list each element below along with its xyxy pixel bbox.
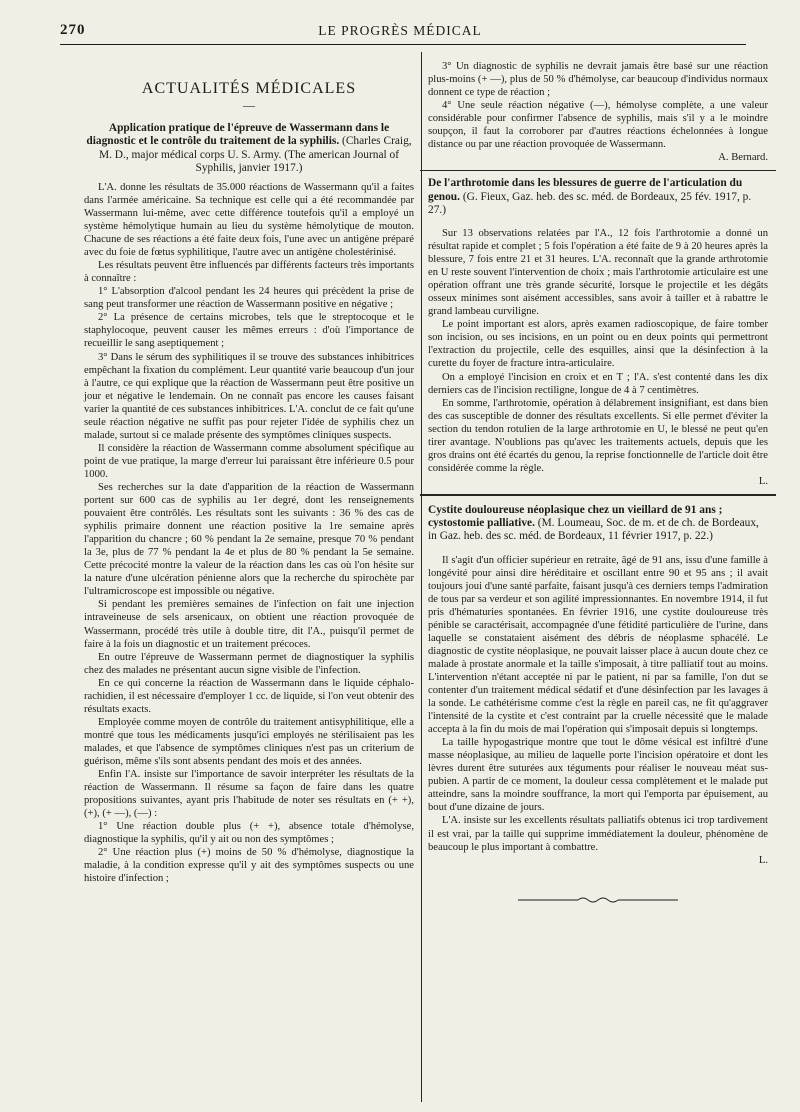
paragraph: 2° Une réaction plus (+) moins de 50 % d'hémolyse, diagnostique la maladie, à la condition expresse qu'il y ait des symptômes suspects ou une histoire d'infection ; [84,847,414,885]
paragraph: La taille hypogastrique montre que tout le dôme vésical est infiltré d'une masse néoplasique, au milieu de laquelle porte l'incision opératoire et dont les lèvres durent être suturées aux téguments pour réaliser le nouveau méat sus-pubien. A partir de ce moment, la douleur cessa complètement et le malade put atteindre, sans la moindre souffrance, la mort qui l'emporta par épuisement, au bout d'une dizaine de jours. [428,737,768,814]
article-2-heading [428,177,768,217]
paragraph: L'A. donne les résultats de 35.000 réactions de Wassermann qu'il a faites dans l'armée américaine. Sa technique est celle qui a été recommandée par Wassermann lui-même, avec cette différence toutefois qu'il a employé un système hémolytique humain au lieu du système hémolytique de mouton. Chacune de ses réactions a été faite deux fois, l'une avec un antigène préparé avec du foie de fœtus syphilitique, l'autre avec un antigène cholestérinisé. [84,181,414,259]
section-dash: — [243,98,255,113]
paragraph: En ce qui concerne la réaction de Wassermann dans le liquide céphalo-rachidien, il est nécessaire d'employer 1 cc. de liquide, si l'on veut obtenir des résultats exacts. [84,677,414,715]
paragraph: Si pendant les premières semaines de l'infection on fait une injection intraveineuse de sels arsenicaux, on obtient une réaction provoquée de Wassermann, procédé très utile à double titre, dit l'A., puisqu'il permet de faire à la fois un diagnostic et un traitement précoces. [84,599,414,650]
article-1-title: Application pratique de l'épreuve de Wassermann dans le diagnostic et le contrôle du traitement de la syphilis. [86,122,390,148]
article-1-reference: (Charles Craig, M. D., major médical corps U. S. Army. (The american Journal of Syphilis, janvier 1917.) [98,135,412,174]
signature-l: L. [758,854,768,866]
right-column [428,60,768,908]
article-3-heading [428,504,768,544]
signature-l: L. [758,475,768,487]
section-title: ACTUALITÉS MÉDICALES [141,80,357,97]
article-3-title: Cystite douloureuse néoplasique chez un vieillard de 91 ans ; cystostomie palliative. [428,503,723,530]
paragraph: On a employé l'incision en croix et en T ; l'A. s'est contenté dans les dix derniers cas de l'incision rectiligne, longue de 4 à 7 centimètres. [428,371,768,396]
article-1-heading [84,122,414,175]
paragraph: 3° Un diagnostic de syphilis ne devrait jamais être basé sur une réaction plus-moins (+ —), plus de 50 % d'hémolyse, car beaucoup d'individus normaux donnent ce type de réaction ; [428,61,768,99]
paragraph: 3° Dans le sérum des syphilitiques il se trouve des substances inhibitrices empêchant la fixation du complément. Leur quantité varie beaucoup d'un jour à l'autre, ce qui explique que la réaction de Wassermann peut être positive un jour et négative le lendemain. On ne connaît pas encore les causes faisant varier la quantité de ces substances inhibitrices. L'A. conclut de ce fait qu'une seule réaction négative ne suffit pas pour rejeter l'idée de syphilis chez un malade, surtout si ce malade présente des symptômes cliniques suspects. [84,351,414,441]
tail-ornament-icon [518,895,678,905]
paragraph: L'A. insiste sur les excellents résultats palliatifs obtenus ici trop tardivement il est vrai, par la taille qui supprime immédiatement la douleur, phénomène de beaucoup le plus important à combattre. [428,815,768,853]
paragraph: En somme, l'arthrotomie, opération à délabrement insignifiant, est dans bien des cas susceptible de donner des résultats excellents. Si elle permet d'éviter la section du tendon rotulien de la large arthrotomie en U, le blessé ne peut qu'en tirer avantage. N'oublions pas qu'avec les traitements actuels, depuis que les gros drains ont été écartés du genou, la reprise fonctionnelle de l'article doit être considérée comme la règle. [428,397,768,474]
paragraph: Il considère la réaction de Wassermann comme absolument spécifique au point de vue pratique, la marge d'erreur lui paraissant être inférieure 0.5 pour 1000. [84,442,414,480]
signature-bernard: A. Bernard. [718,152,768,164]
article-2-title: De l'arthrotomie dans les blessures de guerre de l'articulation du genou. [428,177,743,203]
paragraph: 1° L'absorption d'alcool pendant les 24 heures qui précèdent la prise de sang peut transformer une réaction de Wassermann positive en négative ; [84,286,414,311]
paragraph: 4° Une seule réaction négative (—), hémolyse complète, a une valeur considérable pour confirmer l'absence de syphilis, mais s'il y a le moindre soupçon, il faut la corroborer par d'autres réactions échelonnées à longue distance ou par une réaction provoquée de Wassermann. [428,100,768,151]
paragraph: Sur 13 observations relatées par l'A., 12 fois l'arthrotomie a donné un résultat rapide et complet ; 5 fois l'opération a été faite de 9 à 20 heures après la blessure, 7 fois entre 21 et 31 heures. L'A. reconnaît que la grande arthrotomie en U reste souvent l'intervention de choix ; mais l'arthrotomie articulaire est une opération offrant une très grande sécurité, lorsque le projectile et les dégâts osseux minimes sont aisément accessibles, sans avoir à tailler et à rabattre le grand lambeau curviligne. [428,227,768,318]
paragraph: 2° La présence de certains microbes, tels que le streptocoque et le staphylocoque, peuvent causer les mêmes erreurs : d'où l'importance de recueillir le sang aseptiquement ; [84,312,414,350]
article-3-reference: (M. Loumeau, Soc. de m. et de ch. de Bordeaux, in Gaz. heb. des sc. méd. de Bordeaux, 11 février 1917, p. 22.) [428,517,759,543]
paragraph: Le point important est alors, après examen radioscopique, de faire tomber son incision, ou ses incisions, en un point ou en deux points qui permettront l'extraction du projectile, celle des esquilles, ainsi que la désinfection à la curette du foyer de fracture intra-articulaire. [428,319,768,370]
paragraph: En outre l'épreuve de Wassermann permet de diagnostiquer la syphilis chez des malades ne présentant aucun signe visible de l'infection. [84,651,414,676]
page-number: 270 [60,22,86,38]
journal-title: LE PROGRÈS MÉDICAL [318,23,482,38]
end-ornament [428,895,768,908]
header-rule [60,44,746,45]
paragraph: Employée comme moyen de contrôle du traitement antisyphilitique, elle a montré que tous les médicaments jusqu'ici employés ne stérilisaient pas les malades, et que l'absence de symptômes cliniques n'est pas un criterium de guérison, même s'ils sont absents pendant des mois et des années. [84,716,414,767]
article-divider [420,170,776,171]
article-2-reference: (G. Fieux, Gaz. heb. des sc. méd. de Bordeaux, 25 fév. 1917, p. 27.) [428,190,752,216]
paragraph: Ses recherches sur la date d'apparition de la réaction de Wassermann portent sur 600 cas de syphilis au 1er degré, dont les renseignements pouvaient être contrôlés. Les résultats sont les suivants : 36 % des cas de syphilis primaire donnent une réaction positive la 1re semaine après l'apparition du chancre ; 60 % pendant la 2e semaine, presque 70 % pendant la 3e, plus de 77 % pendant la 4e et plus de 80 % pendant la 5e semaine. Cette précocité montre la valeur de la réaction dans les cas où l'on hésite sur la nature d'une ulcération pénienne alors que la recherche du spirochète par l'ultramicroscope est impossible ou négative. [84,481,414,598]
running-header [0,22,800,44]
paragraph: Les résultats peuvent être influencés par différents facteurs très importants à connaître : [84,260,414,285]
left-column [84,60,414,885]
paragraph: Il s'agit d'un officier supérieur en retraite, âgé de 91 ans, issu d'une famille à longévité pour ainsi dire héréditaire et oscillant entre 90 et 95 ans ; il avait toujours joui d'une santé parfaite, faisant jusqu'à ces derniers temps l'admiration de tous par sa verdeur et son agilité impressionnantes. En novembre 1914, il fut pris d'hématuries spontanées. En février 1916, une cystite douloureuse très pénible se caractérisait, accompagnée d'une fétidité particulière de l'urine, dans laquelle se constataient aisément des débris de néoplasme sphacélé. Le diagnostic de cystite néoplasique, ne pouvait laisser place à aucun doute chez ce malade à prostate anormale et la taille s'imposait, à titre palliatif tout au moins. L'intervention n'étant acceptée ni par le patient, ni par sa famille, l'on dut se contenter d'un traitement médical sédatif et d'une désinfection par les lavages à la sonde. Le cathétérisme comme c'est la règle en pareil cas, ne fit qu'aggraver l'intensité de la cystite et c'est contraint par la cruelle nécessité que le malade accepta à la fin du mois de mai l'opération qui s'imposait depuis si longtemps. [428,554,768,736]
paragraph: 1° Une réaction double plus (+ +), absence totale d'hémolyse, diagnostique la syphilis, qu'il y ait ou non des symptômes ; [84,821,414,846]
paragraph: Enfin l'A. insiste sur l'importance de savoir interpréter les résultats de la réaction de Wassermann. Il résume sa façon de faire dans les quatre propositions suivantes, ayant pris l'habitude de noter ses résultats en (+ +), (+), (+ —), (—) : [84,769,414,820]
article-divider [420,494,776,496]
column-separator [421,52,422,1102]
